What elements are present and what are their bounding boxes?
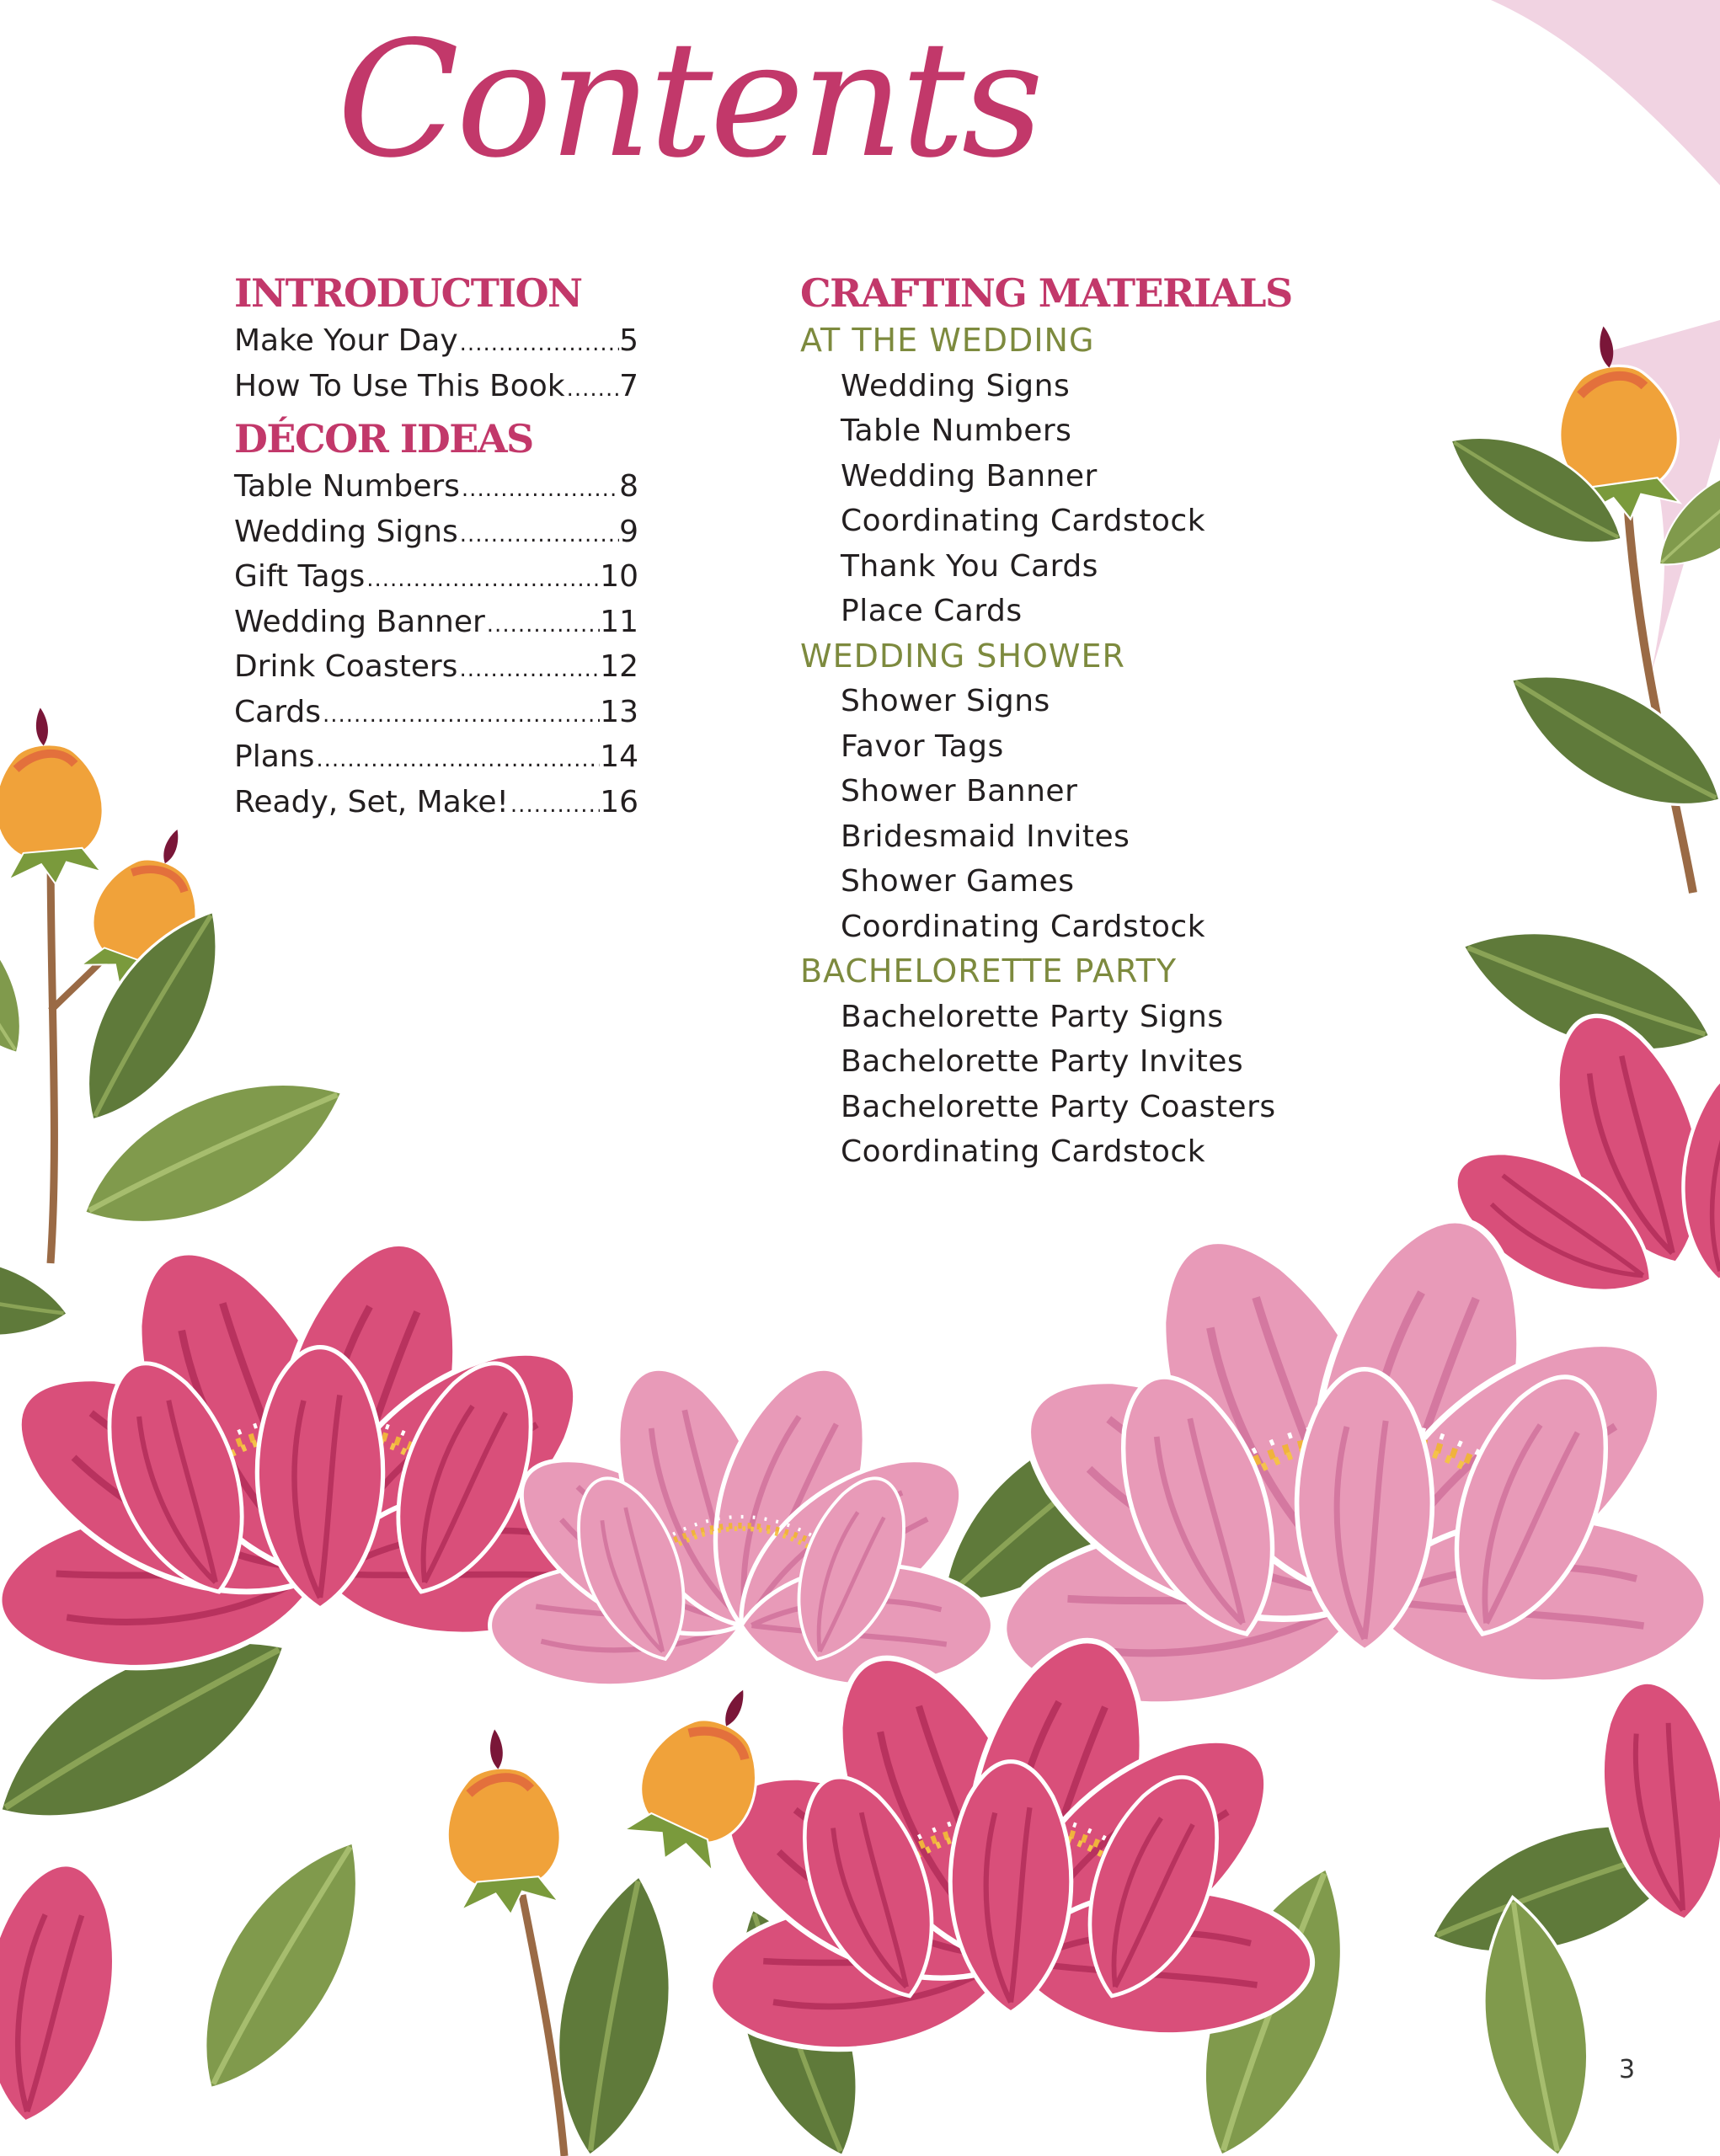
- toc-entry-page: 13: [600, 694, 638, 729]
- page-title: Contents: [337, 7, 1041, 193]
- toc-entry[interactable]: [234, 690, 638, 735]
- list-item[interactable]: Bridesmaid Invites: [841, 819, 1130, 854]
- dot-leader: [321, 693, 600, 739]
- toc-entry-page: 11: [600, 604, 638, 639]
- toc-entry-page: 8: [619, 469, 638, 504]
- toc-right-column: [800, 268, 1339, 1175]
- toc-entry-label: Plans: [234, 739, 315, 774]
- list-item[interactable]: Bachelorette Party Invites: [841, 1044, 1244, 1079]
- toc-entry-label: Table Numbers: [234, 469, 460, 504]
- dot-leader: [365, 558, 600, 603]
- list-item[interactable]: Wedding Signs: [841, 368, 1071, 403]
- dot-leader: [485, 603, 600, 648]
- list-item[interactable]: Coordinating Cardstock: [841, 1134, 1206, 1169]
- toc-entry[interactable]: [234, 780, 638, 825]
- toc-entry-page: 12: [600, 649, 638, 684]
- toc-entry-label: Gift Tags: [234, 559, 366, 594]
- list-item[interactable]: Coordinating Cardstock: [841, 504, 1206, 538]
- section-heading-crafting-materials: CRAFTING MATERIALS: [800, 270, 1292, 316]
- toc-entry-label: Wedding Signs: [234, 514, 458, 549]
- toc-entry[interactable]: [234, 554, 638, 600]
- toc-entry[interactable]: [234, 510, 638, 555]
- dot-leader: [457, 648, 600, 693]
- list-item[interactable]: Shower Games: [841, 864, 1075, 899]
- toc-entry-page: 7: [619, 368, 638, 403]
- dot-leader: [458, 513, 619, 558]
- dot-leader: [565, 367, 619, 413]
- toc-entry-label: Cards: [234, 694, 321, 729]
- list-item[interactable]: Coordinating Cardstock: [841, 909, 1206, 944]
- dot-leader: [509, 783, 600, 829]
- subheading-wedding-shower: WEDDING SHOWER: [800, 637, 1125, 675]
- list-item[interactable]: Favor Tags: [841, 728, 1004, 764]
- toc-entry[interactable]: [234, 364, 638, 409]
- toc-entry-label: Ready, Set, Make!: [234, 784, 509, 819]
- list-item[interactable]: Place Cards: [841, 594, 1023, 628]
- toc-entry[interactable]: [234, 644, 638, 690]
- toc-entry-label: Make Your Day: [234, 323, 458, 358]
- toc-entry[interactable]: [234, 318, 638, 364]
- page-number: 3: [1619, 2055, 1636, 2084]
- list-item[interactable]: Shower Signs: [841, 684, 1050, 718]
- toc-entry-page: 5: [619, 323, 638, 358]
- list-item[interactable]: Bachelorette Party Coasters: [841, 1089, 1276, 1124]
- section-heading-introduction: INTRODUCTION: [234, 270, 582, 316]
- dot-leader: [460, 467, 619, 513]
- toc-entry-label: Wedding Banner: [234, 604, 485, 639]
- list-item[interactable]: Wedding Banner: [841, 458, 1098, 494]
- toc-entry-page: 14: [600, 739, 638, 774]
- list-item[interactable]: Thank You Cards: [841, 548, 1098, 584]
- list-item[interactable]: Bachelorette Party Signs: [841, 999, 1224, 1034]
- dot-leader: [458, 322, 619, 367]
- subheading-bachelorette-party: BACHELORETTE PARTY: [800, 953, 1178, 990]
- section-heading-decor-ideas: DÉCOR IDEAS: [234, 416, 533, 462]
- subheading-at-the-wedding: AT THE WEDDING: [800, 322, 1095, 359]
- toc-entry[interactable]: [234, 734, 638, 780]
- toc-left-column: [234, 268, 638, 825]
- toc-entry[interactable]: [234, 464, 638, 510]
- toc-entry-page: 9: [619, 514, 638, 549]
- toc-entry[interactable]: [234, 600, 638, 645]
- toc-entry-page: 16: [600, 784, 638, 819]
- list-item[interactable]: Shower Banner: [841, 774, 1078, 808]
- toc-entry-page: 10: [600, 559, 638, 594]
- toc-entry-label: How To Use This Book: [234, 368, 565, 403]
- toc-entry-label: Drink Coasters: [234, 649, 458, 684]
- list-item[interactable]: Table Numbers: [841, 414, 1072, 448]
- dot-leader: [314, 738, 600, 783]
